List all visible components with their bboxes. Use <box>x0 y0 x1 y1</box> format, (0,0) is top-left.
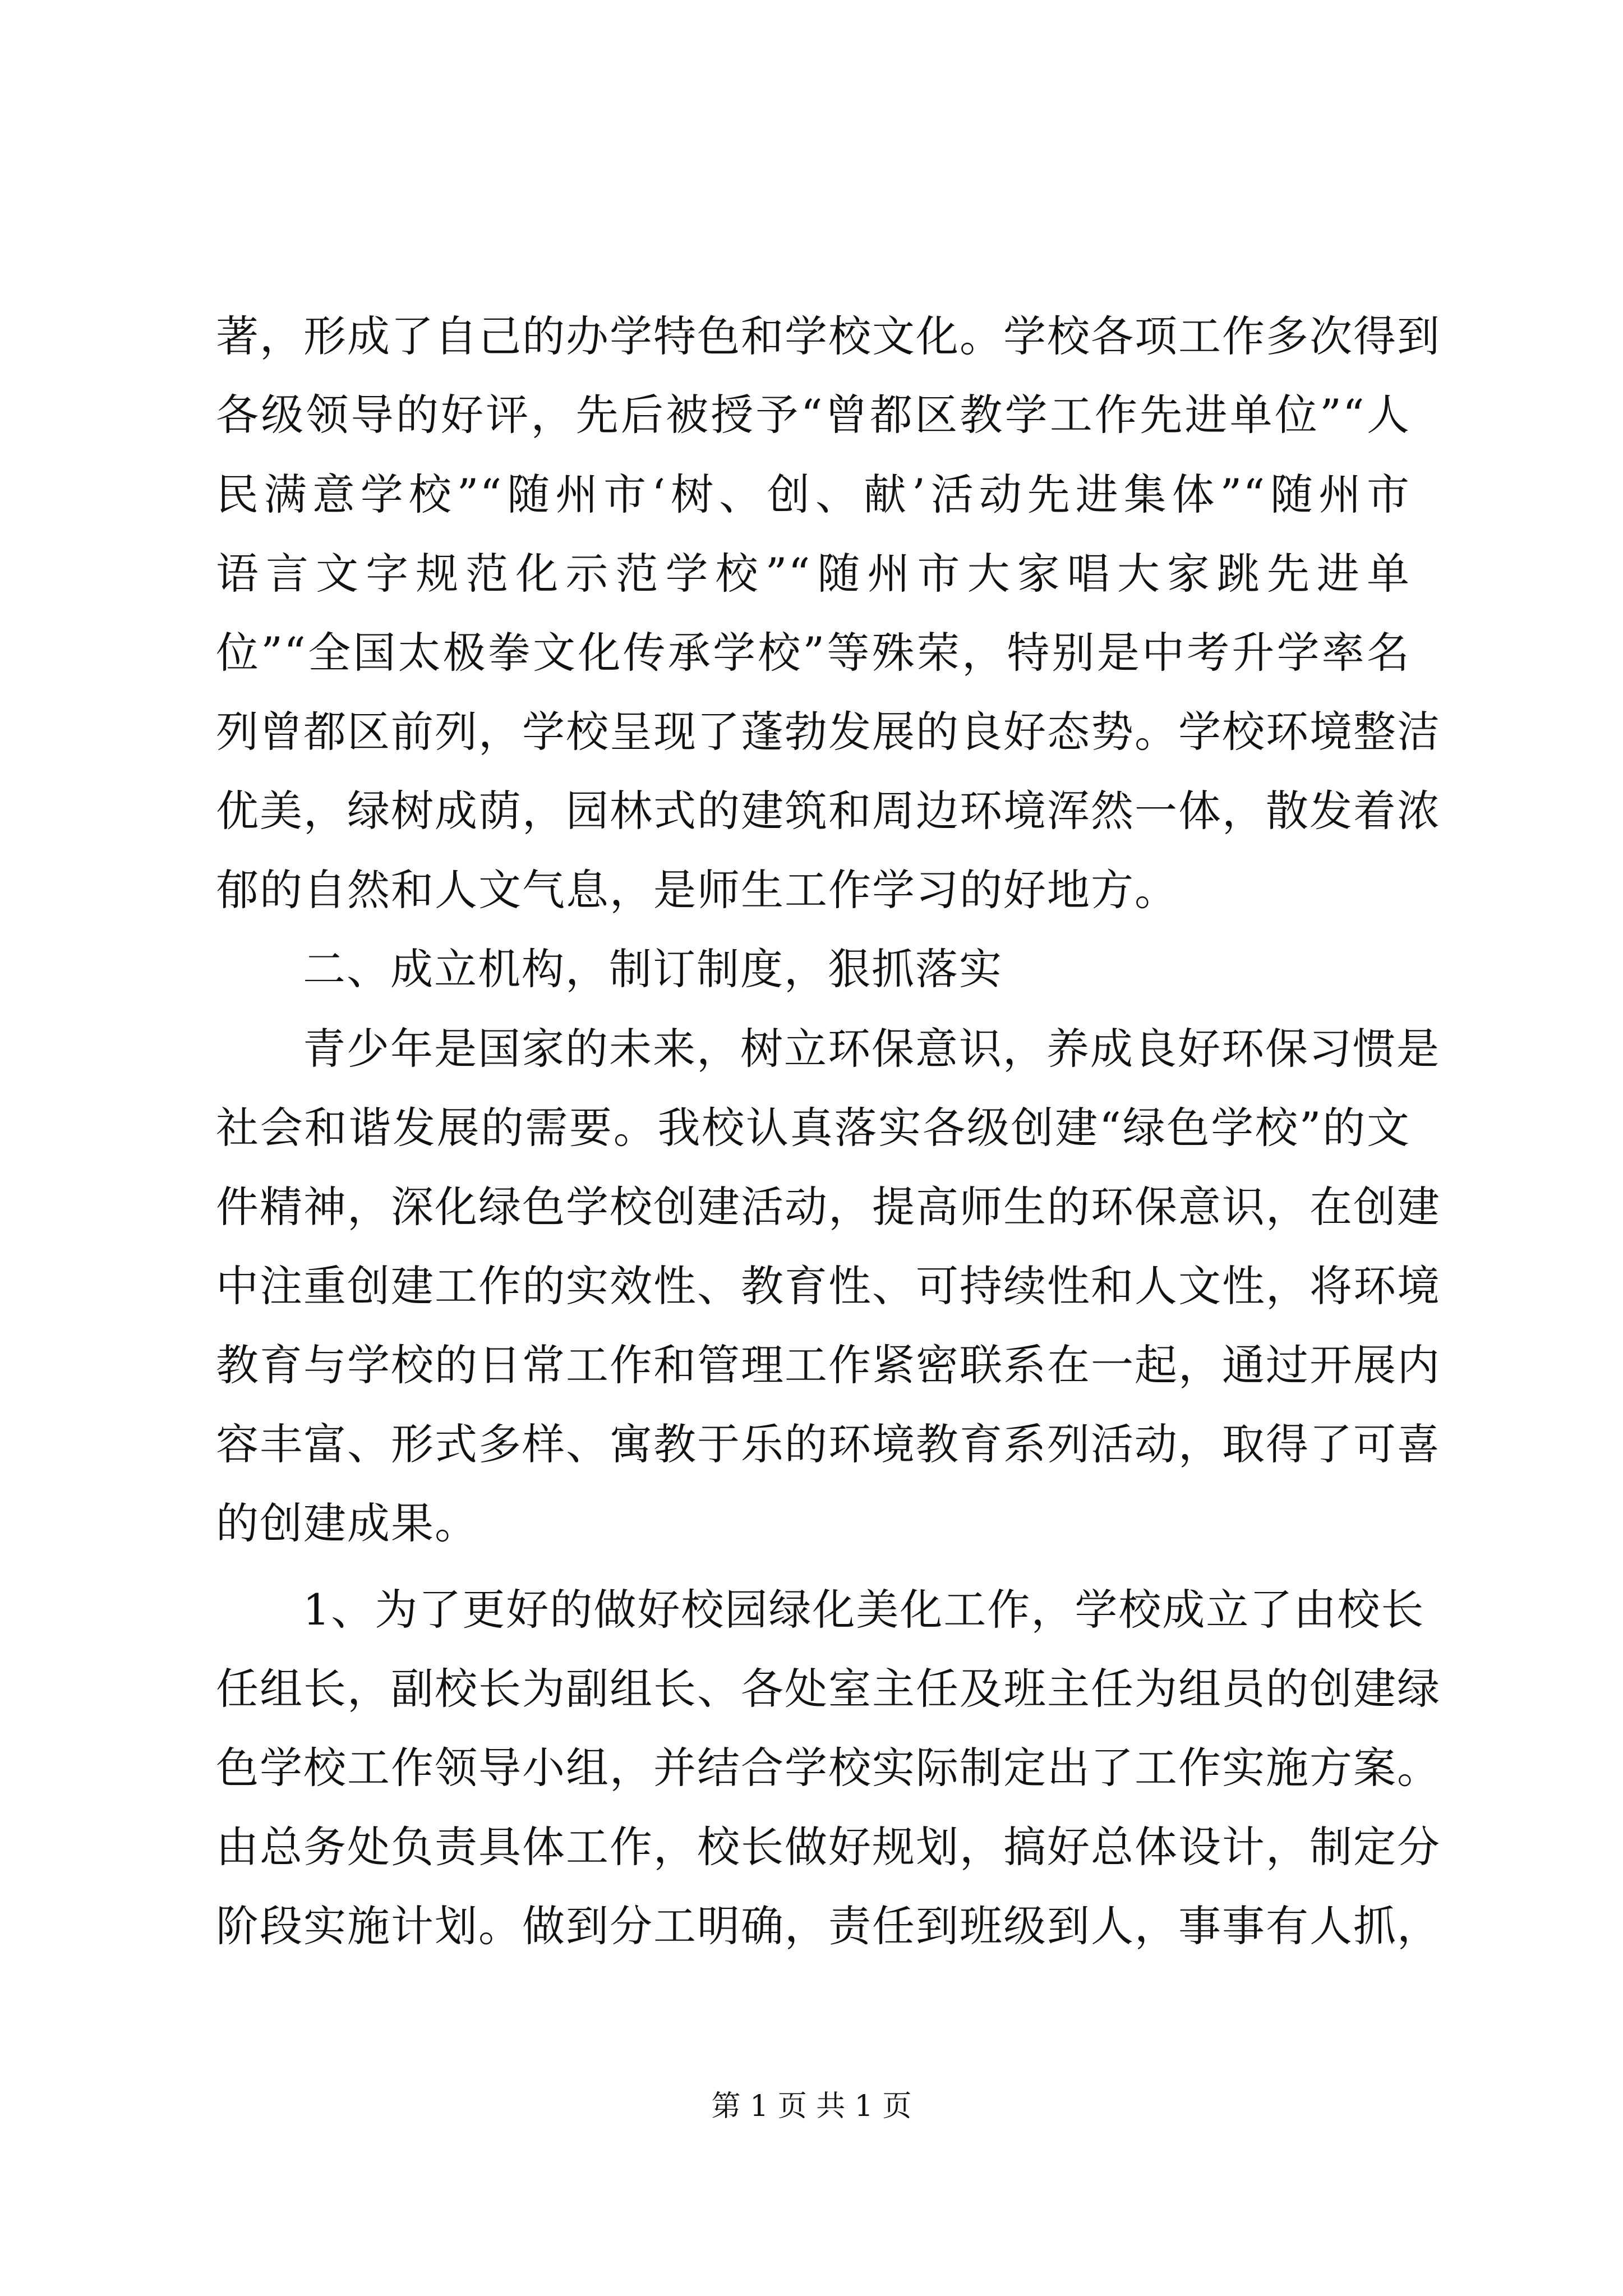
body-line: 的创建成果。 <box>216 1498 478 1548</box>
body-line: 民满意学校”“随州市‘树、创、献’活动先进集体”“随州市 <box>216 470 1410 519</box>
body-line: 件精神，深化绿色学校创建活动，提高师生的环保意识，在创建 <box>216 1182 1441 1232</box>
body-line: 由总务处负责具体工作，校长做好规划，搞好总体设计，制定分 <box>216 1822 1441 1872</box>
paragraph-first-line: 1、为了更好的做好校园绿化美化工作，学校成立了由校长 <box>303 1585 1425 1635</box>
paragraph-first-line: 青少年是国家的未来，树立环保意识，养成良好环保习惯是 <box>303 1024 1440 1074</box>
body-line: 位”“全国太极拳文化传承学校”等殊荣，特别是中考升学率名 <box>216 628 1410 678</box>
body-line: 著，形成了自己的办学特色和学校文化。学校各项工作多次得到 <box>216 311 1441 361</box>
page-number-footer: 第 1 页 共 1 页 <box>711 2090 912 2123</box>
body-line: 色学校工作领导小组，并结合学校实际制定出了工作实施方案。 <box>216 1743 1441 1793</box>
body-line: 阶段实施计划。做到分工明确，责任到班级到人，事事有人抓， <box>216 1901 1441 1951</box>
body-line: 优美，绿树成荫，园林式的建筑和周边环境浑然一体，散发着浓 <box>216 786 1441 836</box>
body-line: 容丰富、形式多样、寓教于乐的环境教育系列活动，取得了可喜 <box>216 1419 1441 1469</box>
body-line: 各级领导的好评，先后被授予“曾都区教学工作先进单位”“人 <box>216 390 1410 440</box>
body-line: 中注重创建工作的实效性、教育性、可持续性和人文性，将环境 <box>216 1261 1441 1311</box>
body-line: 任组长，副校长为副组长、各处室主任及班主任为组员的创建绿 <box>216 1664 1441 1714</box>
body-line: 语言文字规范化示范学校”“随州市大家唱大家跳先进单 <box>216 549 1410 599</box>
body-line: 列曾都区前列，学校呈现了蓬勃发展的良好态势。学校环境整洁 <box>216 707 1441 757</box>
section-heading: 二、成立机构，制订制度，狠抓落实 <box>303 944 1003 994</box>
body-line: 社会和谐发展的需要。我校认真落实各级创建“绿色学校”的文 <box>216 1103 1410 1153</box>
body-line: 郁的自然和人文气息，是师生工作学习的好地方。 <box>216 865 1178 915</box>
body-line: 教育与学校的日常工作和管理工作紧密联系在一起，通过开展内 <box>216 1340 1441 1390</box>
